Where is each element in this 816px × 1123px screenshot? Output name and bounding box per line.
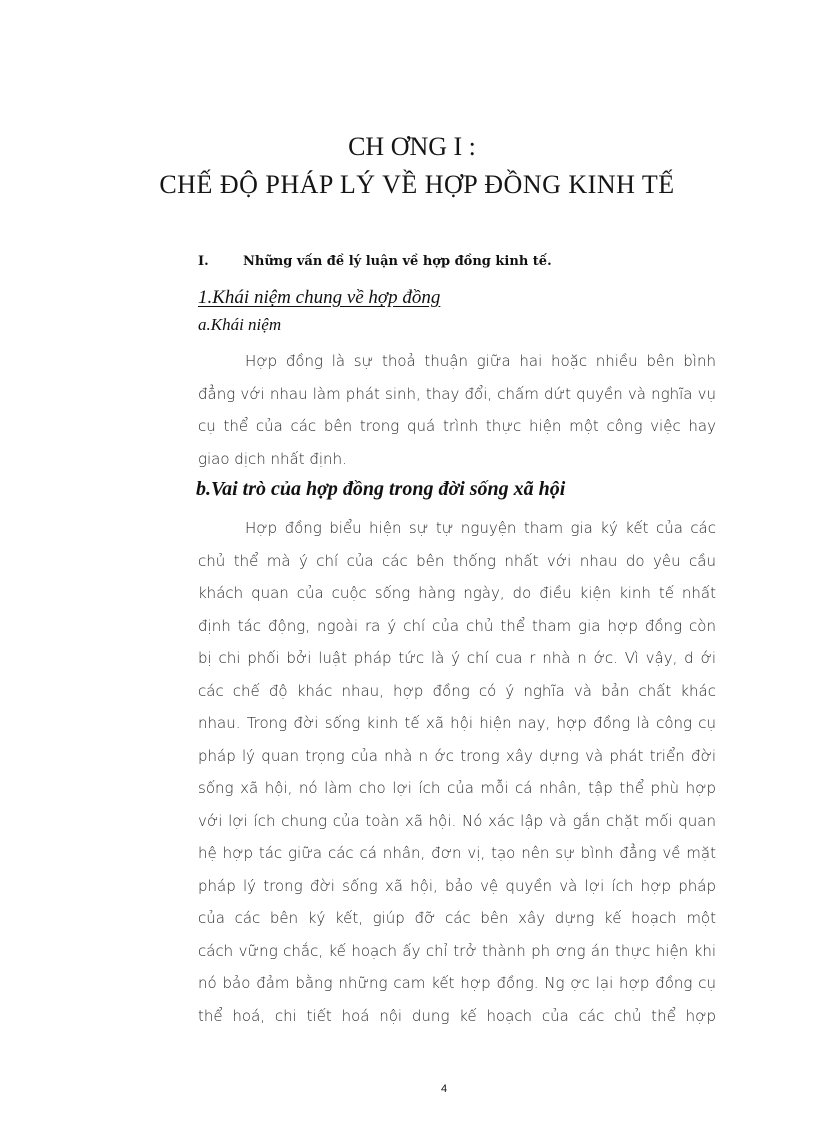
text-line: nó bảo đảm bằng những cam kết hợp đồng. Ng ợc lại hợp đồng cụ: [198, 974, 716, 992]
text-line: giao dịch nhất định.: [198, 449, 347, 468]
text-line: hệ hợp tác giữa các cá nhân, đơn vị, tạo nên sự bình đẳng về mặt: [198, 844, 716, 862]
paragraph-role: [198, 512, 716, 1032]
text-line: các chế độ khác nhau, hợp đồng có ý nghĩa và bản chất khác: [198, 681, 716, 700]
text-line: chủ thể mà ý chí của các bên thống nhất với nhau do yêu cầu: [198, 551, 716, 570]
page-number: 4: [440, 1083, 448, 1095]
chapter-number: CH ƠNG I :: [348, 132, 476, 161]
text-line: cách vững chắc, kế hoạch ấy chỉ trở thành ph ơng án thực hiện khi: [198, 941, 716, 960]
text-line: với lợi ích chung của toàn xã hội. Nó xác lập và gắn chặt mối quan: [198, 811, 716, 830]
text-line: cụ thể của các bên trong quá trình thực hiện một công việc hay: [198, 417, 716, 435]
text-line: bị chi phối bởi luật pháp tức là ý chí cua r nhà n ớc. Vì vậy, d ới: [198, 649, 716, 667]
section-number: I.: [198, 254, 209, 269]
text-line: nhau. Trong đời sống kinh tế xã hội hiện nay, hợp đồng là công cụ: [198, 714, 716, 732]
text-line: định tác động, ngoài ra ý chí của chủ thể tham gia hợp đồng còn: [198, 616, 716, 635]
text-line: Hợp đồng biểu hiện sự tự nguyện tham gia ký kết của các: [245, 519, 716, 537]
text-line: của các bên ký kết, giúp đỡ các bên xây dựng kế hoạch một: [198, 909, 716, 927]
text-line: khách quan của cuộc sống hàng ngày, do điều kiện kinh tế nhất: [198, 584, 716, 602]
text-line: sống xã hội, nó làm cho lợi ích của mỗi cá nhân, tập thể phù hợp: [198, 779, 716, 797]
section-title: Những vấn đề lý luận về hợp đồng kinh tế.: [243, 254, 552, 269]
text-line: Hợp đồng là sự thoả thuận giữa hai hoặc nhiều bên bình: [245, 352, 716, 370]
subsection-heading-role: b.Vai trò của hợp đồng trong đời sống xã hội: [196, 478, 566, 500]
text-line: đẳng với nhau làm phát sinh, thay đổi, chấm dứt quyền và nghĩa vụ: [198, 384, 716, 403]
text-line: pháp lý quan trọng của nhà n ớc trong xây dựng và phát triển đời: [198, 746, 716, 765]
paragraph-definition: [198, 345, 716, 475]
subsection-heading-definition: a.Khái niệm: [198, 315, 282, 334]
section-heading: [198, 254, 552, 269]
subsection-heading-concept-overview: 1.Khái niệm chung về hợp đồng: [198, 287, 441, 308]
chapter-title: CHẾ ĐỘ PHÁP LÝ VỀ HỢP ĐỒNG KINH TẾ: [159, 170, 675, 199]
text-line: pháp lý trong đời sống xã hội, bảo vệ quyền và lợi ích hợp pháp: [198, 876, 716, 895]
text-line: thể hoá, chi tiết hoá nội dung kế hoạch của các chủ thể hợp: [198, 1006, 716, 1025]
